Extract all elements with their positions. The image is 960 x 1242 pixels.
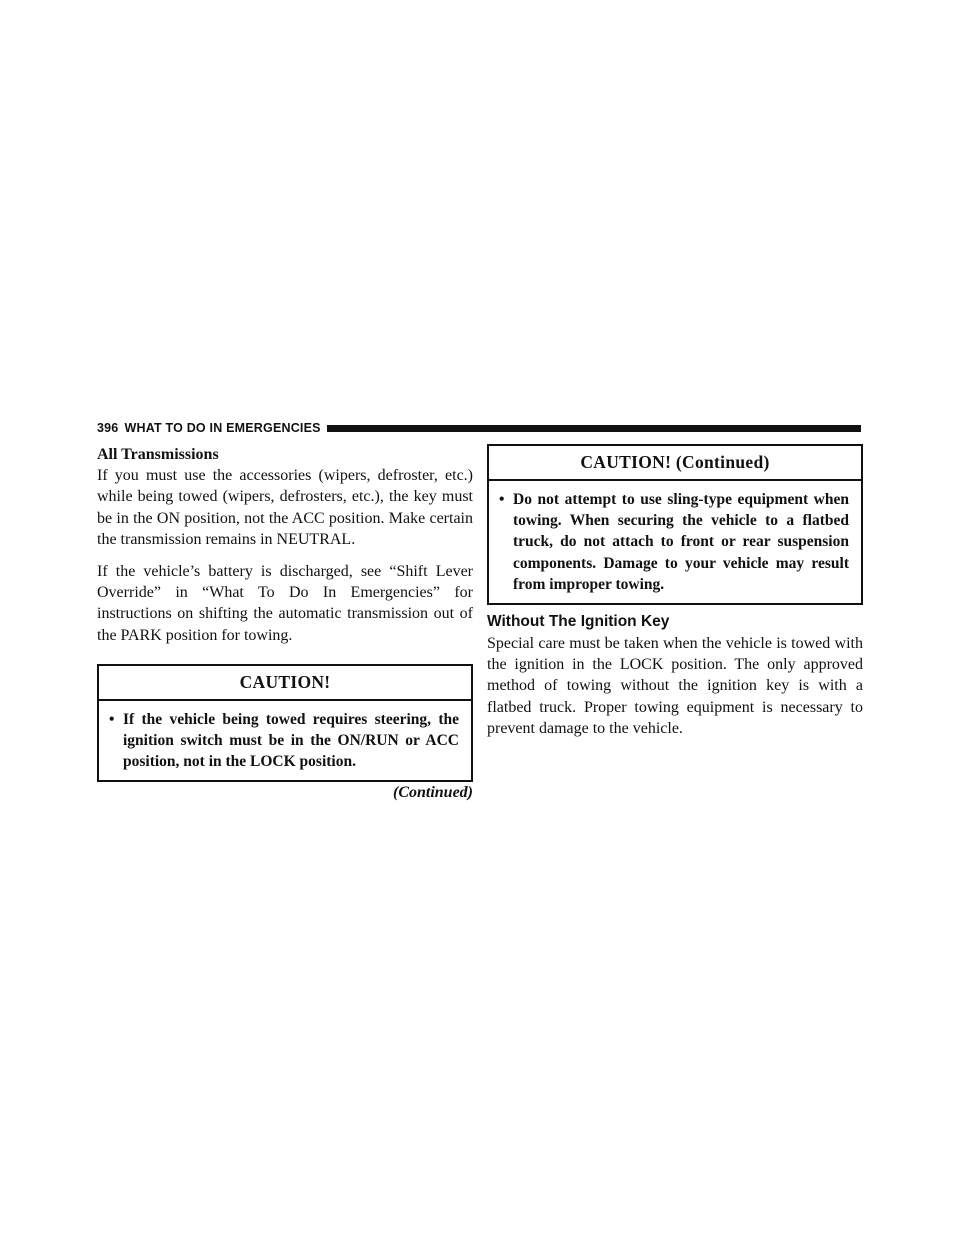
left-column <box>97 444 473 802</box>
caution-item: • If the vehicle being towed requires steering, the ignition switch must be in the ON/RUN or ACC position, not in the LOCK position. <box>111 709 459 773</box>
caution-continued-item: • Do not attempt to use sling-type equipment when towing. When securing the vehicle to a flatbed truck, do not attach to front or rear suspension components. Damage to your vehicle may result from improper towing. <box>501 489 849 595</box>
accessories-paragraph: If you must use the accessories (wipers, defroster, etc.) while being towed (wipers, defrosters, etc.), the key must be in the ON position, not the ACC position. Make certain the transmission remains in NEUTRAL. <box>97 467 473 548</box>
without-key-paragraph: Special care must be taken when the vehicle is towed with the ignition in the LOCK position. The only approved method of towing without the ignition key is with a flatbed truck. Proper towing equipment is necessary to prevent damage to the vehicle. <box>487 635 863 737</box>
caution-title: CAUTION! <box>99 666 471 701</box>
all-transmissions-heading: All Transmissions <box>97 446 219 463</box>
header-rule <box>327 425 861 432</box>
caution-list <box>99 701 471 781</box>
section-title: WHAT TO DO IN EMERGENCIES <box>124 421 321 435</box>
right-column <box>487 444 863 739</box>
caution-continued-title: CAUTION! (Continued) <box>489 446 861 481</box>
page-header <box>97 419 861 437</box>
caution-box <box>97 664 473 783</box>
continued-label: (Continued) <box>392 784 473 802</box>
caution-continued-box <box>487 444 863 605</box>
page-number: 396 <box>97 421 119 435</box>
without-key-heading: Without The Ignition Key <box>487 613 670 631</box>
caution-continued-list <box>489 481 861 603</box>
battery-paragraph: If the vehicle’s battery is discharged, see “Shift Lever Override” in “What To Do In Emergencies” for instructions on shifting the automatic transmission out of the PARK position for towing. <box>97 563 473 644</box>
